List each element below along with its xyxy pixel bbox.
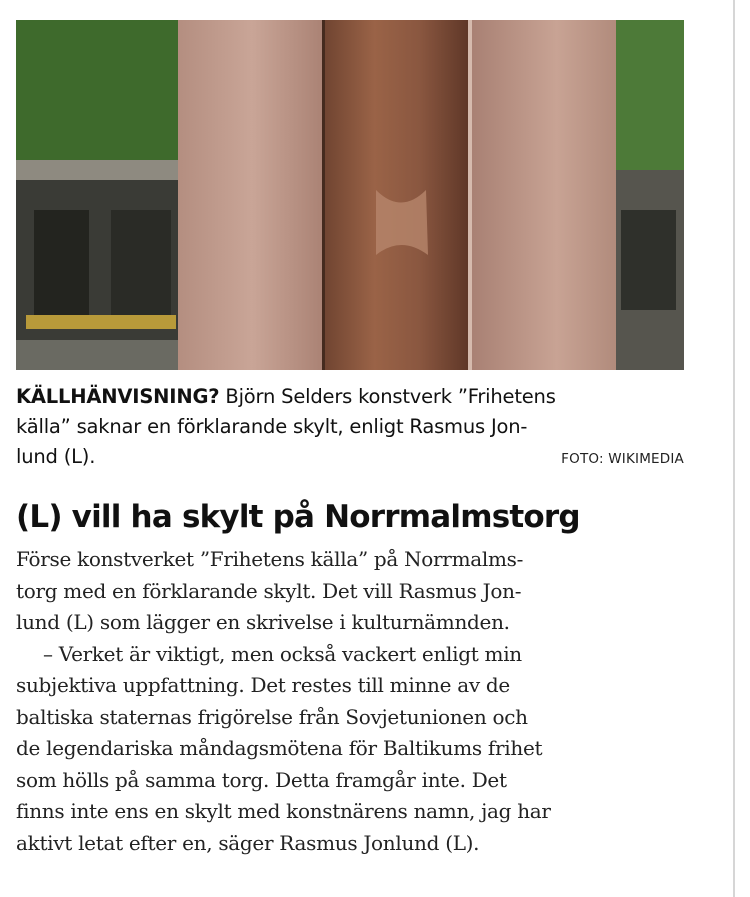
body-line-quote-start: – Verket är viktigt, men också vackert enligt min (43, 641, 522, 666)
photo-caption (16, 382, 684, 474)
caption-line-1: Björn Selders konstverk ”Frihetens (225, 385, 556, 408)
body-line: lund (L) som lägger en skrivelse i kulturnämnden. (16, 610, 510, 634)
article-body (16, 544, 686, 859)
photo-credit: FOTO: WIKIMEDIA (561, 451, 684, 467)
body-line: aktivt letat efter en, säger Rasmus Jonlund (L). (16, 830, 480, 855)
body-line: de legendariska måndagsmötena för Baltikums frihet (16, 736, 543, 760)
caption-kicker: KÄLLHÄNVISNING? (16, 385, 220, 408)
article-headline: (L) vill ha skylt på Norrmalmstorg (16, 499, 580, 535)
body-line: baltiska staternas frigörelse från Sovjetunionen och (16, 704, 528, 729)
body-line: finns inte ens en skylt med konstnärens namn, jag har (16, 799, 551, 823)
body-line: Förse konstverket ”Frihetens källa” på Norrmalms- (16, 547, 524, 571)
caption-line-3: lund (L). (16, 445, 96, 468)
column-divider (733, 0, 735, 897)
body-line: torg med en förklarande skylt. Det vill Rasmus Jon- (16, 578, 522, 603)
article-photo (16, 20, 684, 370)
caption-line-2: källa” saknar en förklarande skylt, enligt Rasmus Jon- (16, 415, 528, 438)
body-line: som hölls på samma torg. Detta framgår inte. Det (16, 767, 507, 792)
body-line: subjektiva uppfattning. Det restes till minne av de (16, 673, 510, 697)
